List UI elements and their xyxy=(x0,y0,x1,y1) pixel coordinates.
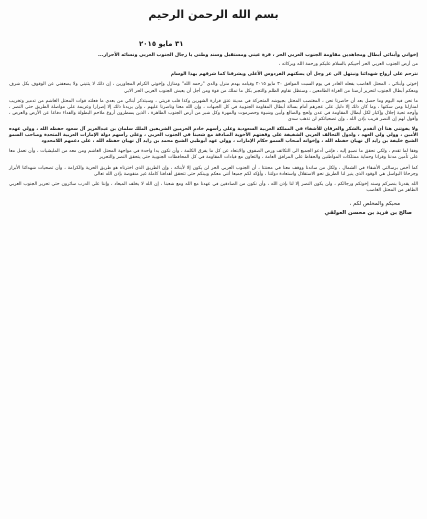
intro-line: من أرض الجنوب العربي الحر أحييكم بالسلام عليكم ورحمة الله وبركاته ، xyxy=(278,62,418,68)
signature-block xyxy=(9,200,418,218)
mercy-line: نترحم على أرواح شهدائنا ونبتهل الى عز وجل أن يسكنهم الفردوس الأعلى ويشرفنا كما شرفهم بهذا الوسام xyxy=(170,72,418,78)
signer-name: صالح بن فريد بن محسن العولقي xyxy=(324,209,412,216)
letter-body xyxy=(9,53,418,194)
paragraph-5: كما أخص برسالتي الأشقاء في الشمال ، ولكل من ساندنا ووقف معنا في محنتنا ، أن الجنوب العربي الحر لن يكون إلا لأبنائه ، وإن الطريق الذي اخترناه هو طريق الحرية والكرامة ، وأن تضحيات شهدائنا الأبرار وجرحانا البواسل هي الوقود الذي ينير لنا الطريق نحو الاستقلال واستعادة دولتنا ، وأؤكد لكم جميعا أنني معكم وبينكم حتى تتحقق أهدافنا كاملة غير منقوصة بإذن الله تعالى xyxy=(9,165,418,177)
paragraph-6: الله يقدرنا بنصركم وسند إخوتكم ورجالكم ، ولن يكون النصر إلا لنا بإذن الله ، وأن نكون من الصادقين في عهدنا مع الله ومع شعبنا ، إن الله لا يخلف الميعاد ، وإننا على الدرب سائرون حتى تحرير الجنوب العربي الطاهر من المحتل الغاصب xyxy=(9,181,418,193)
paragraph-1: إخوتي وأبنائي ، المحتل الغاصب بفعله الغادر في يوم السبت الموافق ٣٠ مايو ٢٠١٥ وقيامه بهدم منزل والدي "رحمه الله" ومنازل وإخوتي الكرام المجاورين ، إن ذلك لا يثنيني ولا يضعفني عن الوقوف بكل شرف ومعكم أبطال الجنوب لتحرير أرضنا من الغزاة الطامعين ، وسنظل نقاوم الظلم والتجبر بكل ما نملك من قوة ومن أجل أن يعيش الجنوب العربي الحر الابي xyxy=(9,82,418,94)
letter-date: ٣١ مايو ٢٠١٥ xyxy=(139,40,184,48)
paragraph-3: ولا يفوتني هنا أن أتقدم بالشكر والعرفان للأشقاء في المملكة العربية السعودية وعلى رأسهم خادم الحرمين الشريفين الملك سلمان بن عبدالعزيز آل سعود حفظه الله ، وولي عهده الأمين ، وولي ولي العهد ، ولدول التحالف العربي الشقيقة على وقفتهم الأخوية الصادقة مع شعبنا في الجنوب العربي ، وعلى رأسهم دولة الإمارات العربية المتحدة وصاحب السمو الشيخ خليفة بن زايد آل نهيان حفظه الله ، وإخوانه أصحاب السمو حكام الإمارات ، وولي عهد أبوظبي الشيخ محمد بن زايد آل نهيان حفظه الله ، على دعمهم اللامحدود xyxy=(9,127,418,145)
paragraph-4: وفقا لما تقدم ، ولكي نحقق ما نصبو إليه ، فإنني أدعو الجميع الى التكاتف ورص الصفوف والابتعاد عن كل ما يفرق الكلمة ، وأن نكون يدا واحدة في مواجهة المحتل الغاشم ومن معه من المليشيات ، وأن نعمل معا على تأمين مدننا وقرانا وحماية ممتلكات المواطنين والحفاظ على المرافق العامة ، والتعاون مع قيادات المقاومة في كل المحافظات الجنوبية حتى يتحقق النصر والتحرير xyxy=(9,149,418,161)
paragraph-2: ما نحن فيه اليوم وما حصل بعد أن حاصرنا نحن ، المغتصب المحتل بجيوشه المتحركة في مدينة عتق قرارة الشهرين وكذا قلب قريتي ، وسيتذكر أبنائي من بعدي ما فعلته قوات المحتل الغاشم من تدمير وتخريب لمنازلنا ومن سكنها ، وما كان ذلك إلا دليل على عجزهم أمام بسالة أبطال المقاومة الجنوبية في كل الجبهات ، وإن الله معنا وناصرنا عليهم ، ولن يزيدنا ذلك إلا إصرارا وعزيمة على مواصلة الطريق حتى النصر ، وأوجه تحية إجلال وإكبار لكل أبطال المقاومة في عدن ولحج والضالع وأبين وشبوة وحضرموت والمهرة وكل شبر من أرض الجنوب الطاهرة ، الذين يسطرون أروع ملاحم البطولة والفداء دفاعا عن الأرض والعرض ، وأقول لهم إن النصر قريب بإذن الله ، وإن تضحياتكم لن تذهب سدى xyxy=(9,98,418,122)
basmala-heading: بسم الله الرحمن الرحيم xyxy=(148,8,279,21)
closing-line: محبكم والمخلص لكم ، xyxy=(349,200,400,207)
greeting-line: إخواني وأبنائي أبطال ومجاهدين مقاومة الجنوب العربي الحر ، قرة عيني ومستقبل وسند وطني يا رجال الجنوب العربي ونسائه الأحرار... xyxy=(98,53,418,58)
